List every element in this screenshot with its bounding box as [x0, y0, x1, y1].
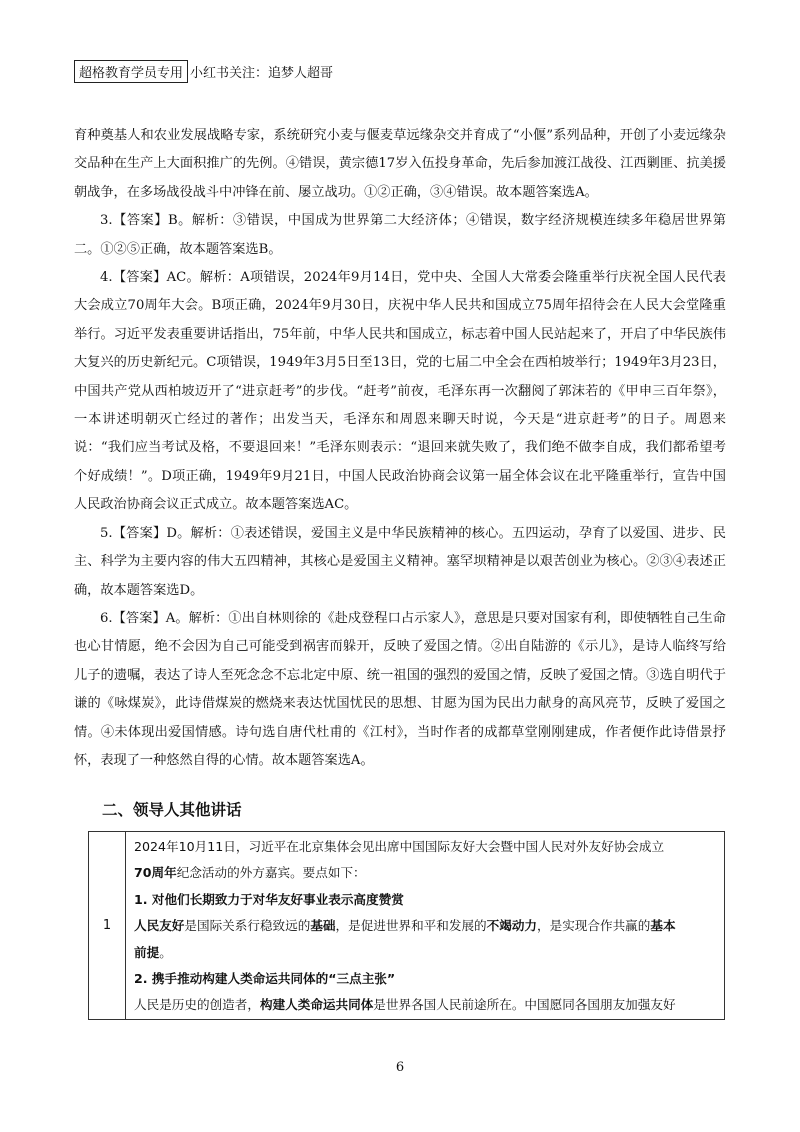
answer-4: 4.【答案】AC。解析：A项错误，2024年9月14日，党中央、全国人大常委会隆重举行庆祝全国人民代表大会成立70周年大会。B项正确，2024年9月30日，庆祝中华人民共和国成立75周年招待会在人民大会堂隆重举行。习近平发表重要讲话指出，75年前，中华人民共和国成立，标志着中国人民站起来了，开启了中华民族伟大复兴的历史新纪元。C项错误，1949年3月5日至13日，党的七届二中全会在西柏坡举行；1949年3月23日，中国共产党从西柏坡迈开了“进京赶考”的步伐。“赶考”前夜，毛泽东再一次翻阅了郭沫若的《甲申三百年祭》，一本讲述明朝灭亡经过的著作；出发当天，毛泽东和周恩来聊天时说，今天是“进京赶考”的日子。周恩来说：“我们应当考试及格，不要退回来！”毛泽东则表示：“退回来就失败了，我们绝不做李自成，我们都希望考个好成绩！”。D项正确，1949年9月21日，中国人民政治协商会议第一届全体会议在北平隆重举行，宣告中国人民政治协商会议正式成立。故本题答案选AC。 [74, 270, 726, 513]
section-title: 二、领导人其他讲话 [102, 801, 242, 819]
answer-explanations [74, 122, 726, 775]
header-follow-text: 小红书关注：追梦人超哥 [190, 66, 334, 81]
row-content [126, 832, 725, 1020]
intro-line-2: 70周年纪念活动的外方嘉宾。要点如下： [134, 865, 366, 881]
header-badge: 超格教育学员专用 [74, 60, 188, 83]
point-2-title: 2. 携手推动构建人类命运共同体的“三点主张” [134, 971, 396, 987]
point-1-text-end: 前提。 [134, 944, 172, 960]
point-1-text: 人民友好是国际关系行稳致远的基础，是促进世界和平和发展的不竭动力，是实现合作共赢的基本 [134, 918, 676, 934]
point-2-text: 人民是历史的创造者，构建人类命运共同体是世界各国人民前途所在。中国愿同各国朋友加强友好 [134, 997, 676, 1013]
page-header [74, 60, 333, 83]
intro-line-1: 2024年10月11日，习近平在北京集体会见出席中国国际友好大会暨中国人民对外友好协会成立 [134, 839, 665, 854]
page-number: 6 [395, 1060, 405, 1075]
point-1-title: 1. 对他们长期致力于对华友好事业表示高度赞赏 [134, 891, 404, 907]
answer-6: 6.【答案】A。解析：①出自林则徐的《赴戍登程口占示家人》，意思是只要对国家有利，即使牺牲自己生命也心甘情愿，绝不会因为自己可能受到祸害而躲开，反映了爱国之情。②出自陆游的《示儿》，是诗人临终写给儿子的遗嘱，表达了诗人至死念念不忘北定中原、统一祖国的强烈的爱国之情，反映了爱国之情。③选自明代于谦的《咏煤炭》，此诗借煤炭的燃烧来表达忧国忧民的思想、甘愿为国为民出力献身的高风亮节，反映了爱国之情。④未体现出爱国情感。诗句选自唐代杜甫的《江村》，当时作者的成都草堂刚刚建成，作者便作此诗借景抒怀，表现了一种悠然自得的心情。故本题答案选A。 [74, 610, 726, 768]
row-number: 1 [89, 832, 126, 1020]
answer-3: 3.【答案】B。解析：③错误，中国成为世界第二大经济体；④错误，数字经济规模连续多年稳居世界第二。①②⑤正确，故本题答案选B。 [74, 213, 726, 257]
speech-table [88, 831, 725, 1020]
paragraph-continuation: 育种奠基人和农业发展战略专家，系统研究小麦与偃麦草远缘杂交并育成了“小偃”系列品种，开创了小麦远缘杂交品种在生产上大面积推广的先例。④错误，黄宗德17岁入伍投身革命，先后参加渡江战役、江西剿匪、抗美援朝战争，在多场战役战斗中冲锋在前、屡立战功。①②正确，③④错误。故本题答案选A。 [74, 128, 726, 200]
answer-5: 5.【答案】D。解析：①表述错误，爱国主义是中华民族精神的核心。五四运动，孕育了以爱国、进步、民主、科学为主要内容的伟大五四精神，其核心是爱国主义精神。塞罕坝精神是以艰苦创业为核心。②③④表述正确，故本题答案选D。 [74, 525, 726, 598]
table-row [89, 832, 725, 1020]
